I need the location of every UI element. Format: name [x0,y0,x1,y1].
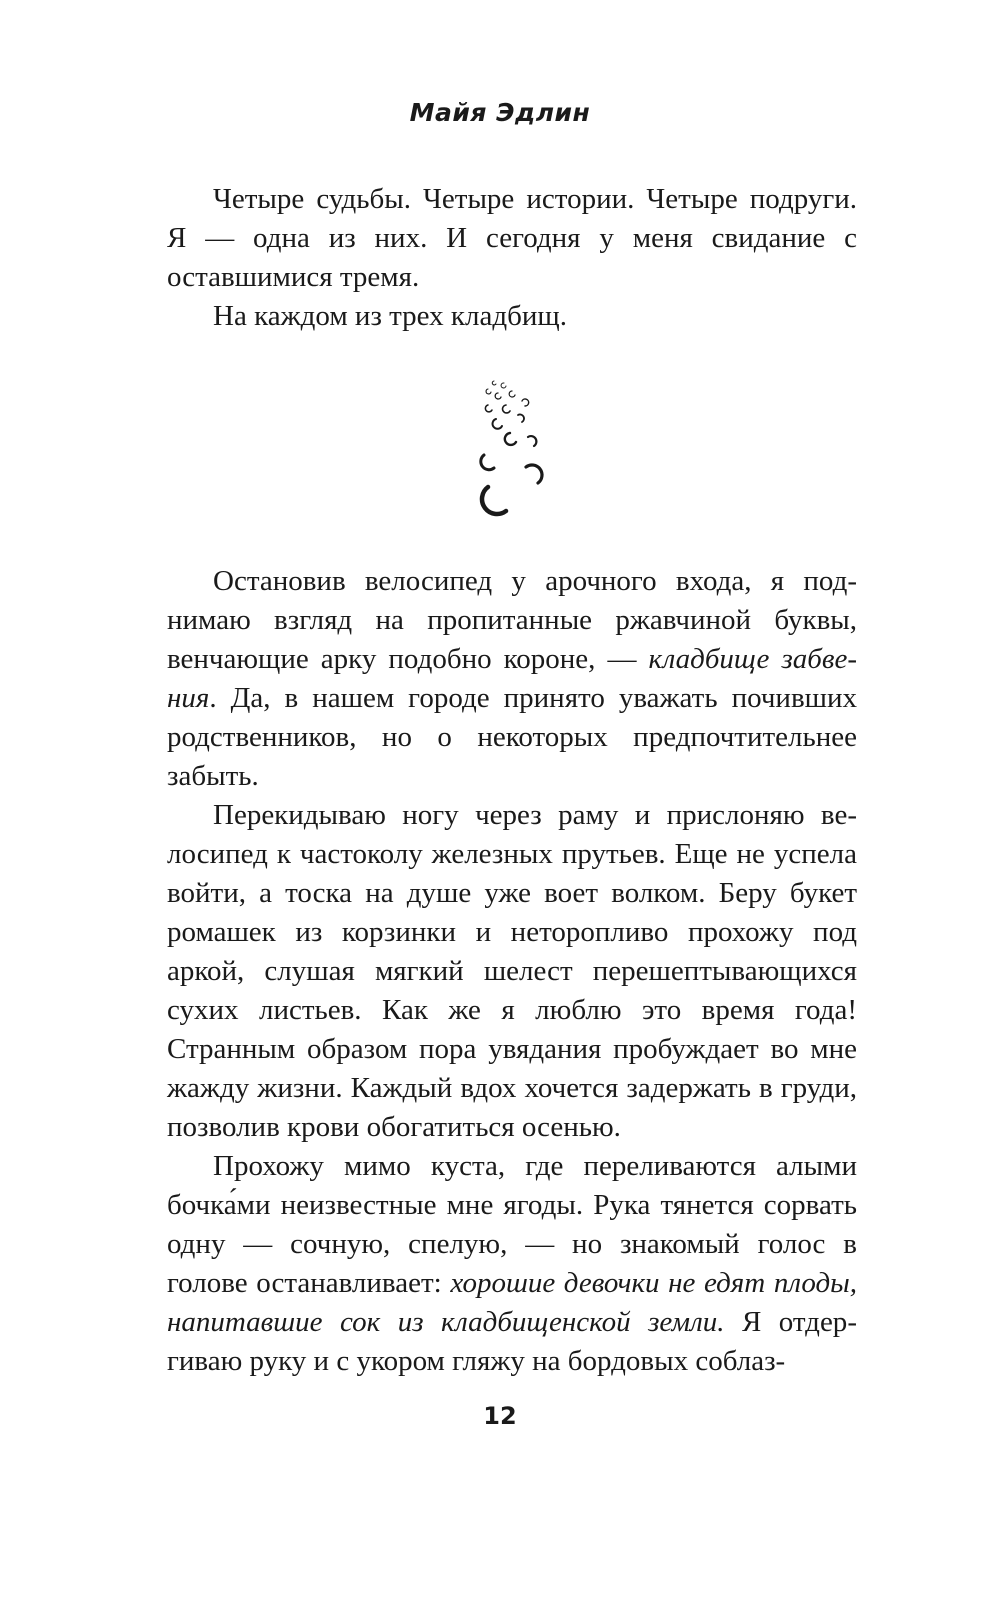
paragraph [167,562,857,796]
italic-phrase: кладбище забвения [167,643,857,714]
paragraph-text: Прохожу мимо куста, где переливаются алыми бочка́ми неизвестные мне ягоды. Рука тянется сорвать одну — сочную, спелую, — но знакомый голос в голове останавливает: [167,1150,857,1299]
paragraph [167,1147,857,1381]
section-opening [167,180,857,336]
page-number: 12 [483,1402,517,1430]
paragraph: Перекидываю ногу через раму и прислоняю велосипед к частоколу железных прутьев. Еще не успела войти, а тоска на душе уже воет волком. Беру букет ромашек из корзинки и неторопливо прохожу под аркой, слушая мягкий шелест перешептывающихся сухих листьев. Как же я люблю это время года! Странным образом пора увядания пробуждает во мне жажду жизни. Каждый вдох хочется задержать в груди, позволив крови обогатиться осенью. [167,799,857,1143]
section-main [167,562,857,1381]
italic-phrase: хорошие девочки не едят плоды, напитавшие сок из кладбищенской земли. [167,1267,857,1338]
paragraph-text: Остановив велосипед у арочного входа, я поднимаю взгляд на пропитанные ржавчиной буквы, венчающие арку подобно короне, — [167,565,857,675]
paragraph-text: . Да, в нашем городе принято уважать почивших родственников, но о некоторых предпочтительнее забыть. [167,682,857,792]
scattered-crescents-ornament-icon [458,375,568,535]
running-head-author: Майя Эдлин [409,98,591,127]
paragraph: На каждом из трех кладбищ. [213,300,567,332]
paragraph: Четыре судьбы. Четыре истории. Четыре подруги. Я — одна из них. И сегодня у меня свидание с оставшимися тремя. [167,183,857,293]
paragraph-text: Я отдергиваю руку и с укором гляжу на бордовых соблаз- [167,1306,857,1377]
